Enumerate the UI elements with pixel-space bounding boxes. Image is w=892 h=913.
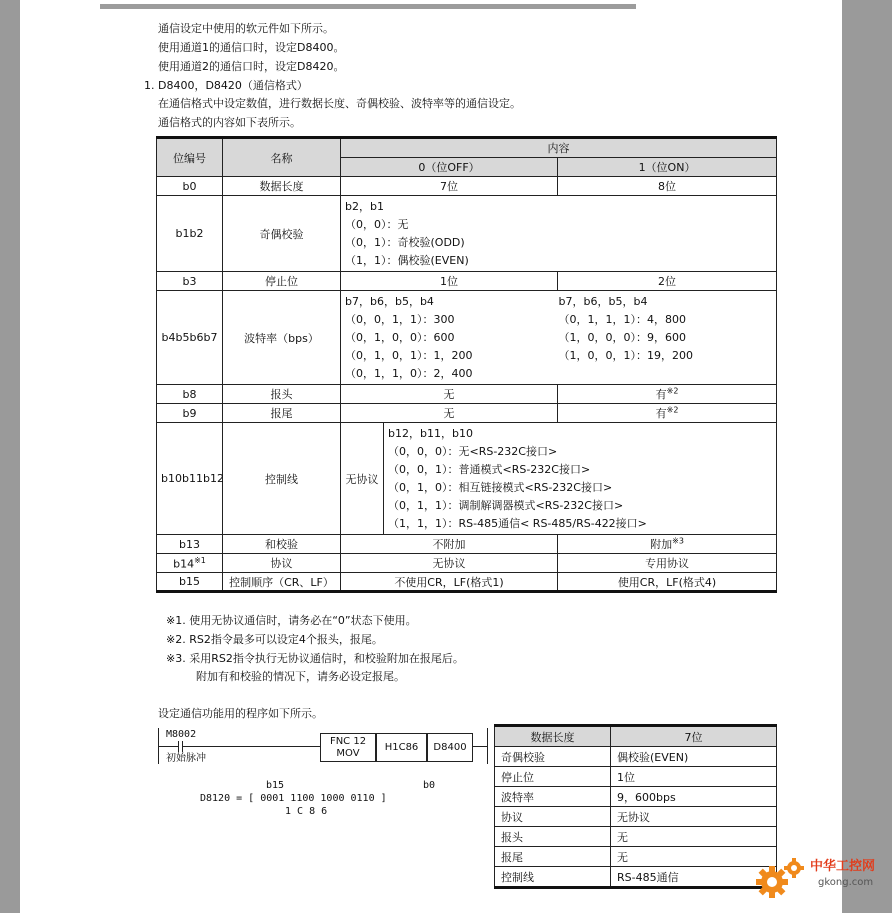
baud-right-list: [559, 293, 773, 365]
header-off: 0（位OFF）: [341, 158, 558, 177]
control-line: （0，1，0）：相互链接模式<RS-232C接口>: [388, 480, 613, 494]
control-line: （0，1，1）：调制解调器模式<RS-232C接口>: [388, 498, 624, 512]
setting-value: RS-485通信: [611, 867, 777, 888]
setting-key: 控制线: [495, 867, 611, 888]
setting-key: 奇偶校验: [495, 747, 611, 767]
setting-value: 无: [611, 827, 777, 847]
section-line-1: 在通信格式中设定数值，进行数据长度、奇偶校验、波特率等的通信设定。: [158, 97, 521, 110]
bit-cell: b15: [157, 573, 223, 592]
table-row: [495, 747, 777, 767]
baud-line: b7，b6，b5，b4: [558, 294, 648, 308]
register-binary: D8120 = [ 0001 1100 1000 0110 ]: [200, 793, 387, 804]
header-on: 1（位ON）: [558, 158, 777, 177]
on-cell: 使用CR，LF(格式4): [558, 573, 777, 592]
register-hex: 1 C 8 6: [285, 806, 328, 817]
name-cell: 奇偶校验: [223, 196, 341, 272]
off-cell: 1位: [341, 272, 558, 291]
source-operand: H1C86: [376, 733, 427, 762]
mode-cell: 无协议: [341, 423, 384, 535]
bit-cell: b4b5b6b7: [157, 291, 223, 385]
control-line-options: [384, 423, 777, 535]
instruction-box: [320, 733, 376, 762]
header-name: 名称: [223, 138, 341, 177]
table-row: [157, 177, 777, 196]
document-page: [20, 0, 842, 913]
bit-value: b14: [173, 557, 195, 571]
off-cell: 无协议: [341, 554, 558, 573]
table-row: [495, 807, 777, 827]
off-cell: 无: [341, 385, 558, 404]
on-value: 有: [655, 388, 667, 401]
on-cell: [558, 535, 777, 554]
page-top-rule: [100, 4, 636, 9]
table-row: [157, 385, 777, 404]
on-cell: [558, 404, 777, 423]
name-cell: 停止位: [223, 272, 341, 291]
communication-format-table: [156, 136, 777, 593]
footnote-3-cont: 附加有和校验的情况下，请务必设定报尾。: [196, 670, 405, 683]
parity-line: （0，1）：奇校验(ODD): [345, 235, 465, 249]
setting-value: 无协议: [611, 807, 777, 827]
instruction-mnemonic: MOV: [336, 748, 360, 759]
parity-line: （0，0）：无: [345, 217, 409, 231]
baud-line: （0，1，0，0）：600: [345, 330, 455, 344]
contact-label: M8002: [166, 729, 197, 740]
control-line: （0，0，0）：无<RS-232C接口>: [388, 444, 558, 458]
name-cell: 和校验: [223, 535, 341, 554]
bit-cell: b10b11b12: [157, 423, 223, 535]
footnote-1: ※1. 使用无协议通信时，请务必在“0”状态下使用。: [166, 614, 417, 627]
on-cell: 专用协议: [558, 554, 777, 573]
footnote-ref: ※2: [666, 386, 679, 396]
dest-operand: D8400: [427, 733, 473, 762]
rung-wire: [473, 746, 487, 747]
name-cell: 波特率（bps）: [223, 291, 341, 385]
table-row: [495, 767, 777, 787]
logo-url: gkong.com: [818, 877, 874, 888]
intro-line-1: 通信设定中使用的软元件如下所示。: [158, 22, 334, 35]
name-cell: 报尾: [223, 404, 341, 423]
table-row: [157, 404, 777, 423]
bit-cell: b13: [157, 535, 223, 554]
instruction-code: FNC 12: [329, 736, 367, 747]
bit-cell: b8: [157, 385, 223, 404]
bit-low-label: b0: [423, 780, 436, 791]
watermark-logo: [752, 852, 892, 902]
on-cell: [558, 385, 777, 404]
parity-line: b2，b1: [345, 199, 384, 213]
control-line: b12，b11，b10: [388, 426, 473, 440]
intro-line-2: 使用通道1的通信口时，设定D8400。: [158, 41, 345, 54]
setting-key: 停止位: [495, 767, 611, 787]
setting-key: 报头: [495, 827, 611, 847]
footnote-ref: ※3: [672, 536, 684, 546]
on-cell: 2位: [558, 272, 777, 291]
bit-cell: b9: [157, 404, 223, 423]
baud-line: （0，1，1，0）：2，400: [345, 366, 473, 380]
baud-options: [341, 291, 777, 385]
name-cell: 报头: [223, 385, 341, 404]
table-row: [495, 867, 777, 888]
contact-description: 初始脉冲: [166, 753, 206, 764]
control-line: （0，0，1）：普通模式<RS-232C接口>: [388, 462, 591, 476]
bit-high-label: b15: [266, 780, 285, 791]
intro-line-3: 使用通道2的通信口时，设定D8420。: [158, 60, 345, 73]
settings-header-key: 数据长度: [495, 726, 611, 747]
setting-key: 协议: [495, 807, 611, 827]
setting-value: 9，600bps: [611, 787, 777, 807]
baud-left-list: [345, 293, 559, 383]
settings-header-value: 7位: [611, 726, 777, 747]
table-row: [157, 573, 777, 592]
baud-line: （0，1，1，1）：4，800: [558, 312, 687, 326]
setting-value: 1位: [611, 767, 777, 787]
baud-line: （1，0，0，0）：9，600: [558, 330, 687, 344]
bit-cell: [157, 554, 223, 573]
baud-line: （1，0，0，1）：19，200: [558, 348, 694, 362]
bit-cell: b3: [157, 272, 223, 291]
bit-cell: b0: [157, 177, 223, 196]
setting-value: 无: [611, 847, 777, 867]
header-bit: 位编号: [157, 138, 223, 177]
table-row: [157, 196, 777, 272]
footnote-2: ※2. RS2指令最多可以设定4个报头，报尾。: [166, 633, 383, 646]
table-row: [157, 423, 777, 535]
table-row: [157, 554, 777, 573]
name-cell: 数据长度: [223, 177, 341, 196]
table-row: [495, 847, 777, 867]
footnote-ref: ※2: [666, 405, 679, 415]
off-cell: 不使用CR，LF(格式1): [341, 573, 558, 592]
parity-options: [341, 196, 777, 272]
footnote-3: ※3. 采用RS2指令执行无协议通信时，和校验附加在报尾后。: [166, 652, 464, 665]
contact-bar-left: [178, 741, 179, 752]
name-cell: 控制顺序（CR、LF）: [223, 573, 341, 592]
off-cell: 7位: [341, 177, 558, 196]
table-row: [495, 787, 777, 807]
header-content: 内容: [341, 138, 777, 158]
section-line-2: 通信格式的内容如下表所示。: [158, 116, 301, 129]
program-heading: 设定通信功能用的程序如下所示。: [158, 707, 323, 720]
table-row: [157, 272, 777, 291]
baud-line: b7，b6，b5，b4: [345, 294, 434, 308]
section-heading: 1. D8400，D8420（通信格式）: [144, 79, 308, 92]
gear-icon: [752, 852, 812, 902]
bit-cell: b1b2: [157, 196, 223, 272]
baud-line: （0，1，0，1）：1，200: [345, 348, 473, 362]
on-cell: 8位: [558, 177, 777, 196]
name-cell: 协议: [223, 554, 341, 573]
off-cell: 不附加: [341, 535, 558, 554]
rung-wire: [183, 746, 320, 747]
setting-key: 报尾: [495, 847, 611, 867]
on-value: 附加: [650, 538, 673, 551]
footnote-ref: ※1: [194, 555, 206, 565]
setting-value: 偶校验(EVEN): [611, 747, 777, 767]
parity-line: （1，1）：偶校验(EVEN): [345, 253, 469, 267]
baud-line: （0，0，1，1）：300: [345, 312, 455, 326]
settings-table: [494, 724, 777, 889]
off-cell: 无: [341, 404, 558, 423]
table-row: [157, 535, 777, 554]
table-row: [495, 827, 777, 847]
rung-wire: [158, 746, 178, 747]
table-row: [157, 291, 777, 385]
control-line: （1，1，1）：RS-485通信< RS-485/RS-422接口>: [388, 516, 647, 530]
logo-name: 中华工控网: [810, 859, 876, 874]
name-cell: 控制线: [223, 423, 341, 535]
right-power-rail: [487, 728, 488, 764]
on-value: 有: [655, 407, 667, 420]
setting-key: 波特率: [495, 787, 611, 807]
